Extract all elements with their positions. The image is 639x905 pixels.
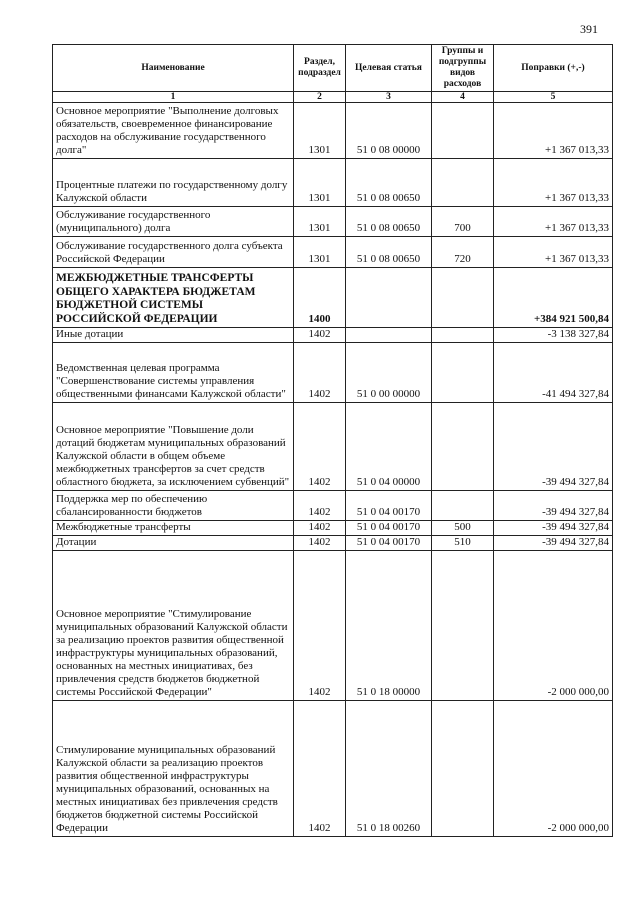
row-section: 1402 bbox=[294, 521, 346, 536]
row-amendment: +1 367 013,33 bbox=[494, 207, 613, 237]
row-name: Стимулирование муниципальных образований Калужской области за реализацию проектов развития общественной инфраструктуры муниципальных образований, основанных на местных инициативах без привлечения средств бюджетов бюджетной системы Российской Федерации bbox=[53, 701, 294, 837]
column-number: 5 bbox=[494, 92, 613, 103]
row-article: 51 0 04 00170 bbox=[346, 536, 432, 551]
row-section: 1301 bbox=[294, 159, 346, 207]
row-article: 51 0 08 00650 bbox=[346, 159, 432, 207]
row-group bbox=[432, 491, 494, 521]
row-article: 51 0 18 00260 bbox=[346, 701, 432, 837]
row-amendment: +1 367 013,33 bbox=[494, 103, 613, 159]
row-article: 51 0 00 00000 bbox=[346, 343, 432, 403]
header-amendment: Поправки (+,-) bbox=[494, 45, 613, 92]
table-row bbox=[53, 159, 613, 207]
row-section: 1402 bbox=[294, 491, 346, 521]
row-name: Основное мероприятие "Выполнение долговых обязательств, своевременное финансирование расходов на обслуживание государственного долга" bbox=[53, 103, 294, 159]
row-article: 51 0 08 00650 bbox=[346, 207, 432, 237]
row-amendment: -3 138 327,84 bbox=[494, 328, 613, 343]
column-number: 1 bbox=[53, 92, 294, 103]
row-section: 1402 bbox=[294, 328, 346, 343]
row-name: Основное мероприятие "Стимулирование муниципальных образований Калужской области за реализацию проектов развития общественной инфраструктуры муниципальных образований, основанных на местных инициативах, без привлечения средств бюджетов бюджетной системы Российской Федерации" bbox=[53, 551, 294, 701]
table-row bbox=[53, 207, 613, 237]
column-number: 2 bbox=[294, 92, 346, 103]
row-group bbox=[432, 159, 494, 207]
row-group bbox=[432, 343, 494, 403]
column-number: 3 bbox=[346, 92, 432, 103]
row-section: 1402 bbox=[294, 403, 346, 491]
header-name: Наименование bbox=[53, 45, 294, 92]
row-section: 1402 bbox=[294, 701, 346, 837]
row-section: 1301 bbox=[294, 103, 346, 159]
row-group: 720 bbox=[432, 237, 494, 268]
row-name: МЕЖБЮДЖЕТНЫЕ ТРАНСФЕРТЫ ОБЩЕГО ХАРАКТЕРА БЮДЖЕТАМ БЮДЖЕТНОЙ СИСТЕМЫ РОССИЙСКОЙ ФЕДЕРАЦИИ bbox=[53, 268, 294, 328]
row-section: 1402 bbox=[294, 551, 346, 701]
table-row bbox=[53, 237, 613, 268]
row-amendment: -39 494 327,84 bbox=[494, 403, 613, 491]
row-group bbox=[432, 328, 494, 343]
table-row bbox=[53, 536, 613, 551]
row-article: 51 0 04 00170 bbox=[346, 491, 432, 521]
row-name: Межбюджетные трансферты bbox=[53, 521, 294, 536]
table-row bbox=[53, 521, 613, 536]
row-section: 1301 bbox=[294, 237, 346, 268]
page-number: 391 bbox=[580, 22, 598, 36]
row-article bbox=[346, 268, 432, 328]
table-row-section-total bbox=[53, 268, 613, 328]
row-name: Обслуживание государственного (муниципального) долга bbox=[53, 207, 294, 237]
row-section: 1301 bbox=[294, 207, 346, 237]
table-row bbox=[53, 103, 613, 159]
row-amendment: +1 367 013,33 bbox=[494, 237, 613, 268]
table-header-row bbox=[53, 45, 613, 92]
row-article: 51 0 18 00000 bbox=[346, 551, 432, 701]
row-article bbox=[346, 328, 432, 343]
row-name: Дотации bbox=[53, 536, 294, 551]
row-group bbox=[432, 103, 494, 159]
row-group: 510 bbox=[432, 536, 494, 551]
column-number: 4 bbox=[432, 92, 494, 103]
header-section: Раздел, подраздел bbox=[294, 45, 346, 92]
row-section: 1400 bbox=[294, 268, 346, 328]
row-group: 500 bbox=[432, 521, 494, 536]
column-number-row bbox=[53, 92, 613, 103]
row-group bbox=[432, 268, 494, 328]
row-section: 1402 bbox=[294, 536, 346, 551]
row-amendment: +1 367 013,33 bbox=[494, 159, 613, 207]
row-name: Процентные платежи по государственному долгу Калужской области bbox=[53, 159, 294, 207]
row-amendment: -39 494 327,84 bbox=[494, 491, 613, 521]
row-amendment: -39 494 327,84 bbox=[494, 521, 613, 536]
row-section: 1402 bbox=[294, 343, 346, 403]
row-name: Поддержка мер по обеспечению сбалансированности бюджетов bbox=[53, 491, 294, 521]
table-row bbox=[53, 403, 613, 491]
row-amendment: +384 921 500,84 bbox=[494, 268, 613, 328]
table-row bbox=[53, 551, 613, 701]
row-article: 51 0 04 00170 bbox=[346, 521, 432, 536]
table-row bbox=[53, 701, 613, 837]
row-name: Обслуживание государственного долга субъекта Российской Федерации bbox=[53, 237, 294, 268]
table-row bbox=[53, 343, 613, 403]
row-group bbox=[432, 403, 494, 491]
row-article: 51 0 08 00000 bbox=[346, 103, 432, 159]
header-article: Целевая статья bbox=[346, 45, 432, 92]
table-row bbox=[53, 491, 613, 521]
row-group bbox=[432, 551, 494, 701]
row-name: Иные дотации bbox=[53, 328, 294, 343]
row-name: Ведомственная целевая программа "Совершенствование системы управления общественными финансами Калужской области" bbox=[53, 343, 294, 403]
row-name: Основное мероприятие "Повышение доли дотаций бюджетам муниципальных образований Калужской области в общем объеме межбюджетных трансфертов за счет средств областного бюджета, за исключением субвенций" bbox=[53, 403, 294, 491]
row-article: 51 0 08 00650 bbox=[346, 237, 432, 268]
budget-amendments-table bbox=[52, 44, 613, 837]
row-amendment: -39 494 327,84 bbox=[494, 536, 613, 551]
row-group: 700 bbox=[432, 207, 494, 237]
row-article: 51 0 04 00000 bbox=[346, 403, 432, 491]
header-group: Группы и подгруппы видов расходов bbox=[432, 45, 494, 92]
row-amendment: -2 000 000,00 bbox=[494, 551, 613, 701]
table-row bbox=[53, 328, 613, 343]
row-group bbox=[432, 701, 494, 837]
row-amendment: -2 000 000,00 bbox=[494, 701, 613, 837]
row-amendment: -41 494 327,84 bbox=[494, 343, 613, 403]
